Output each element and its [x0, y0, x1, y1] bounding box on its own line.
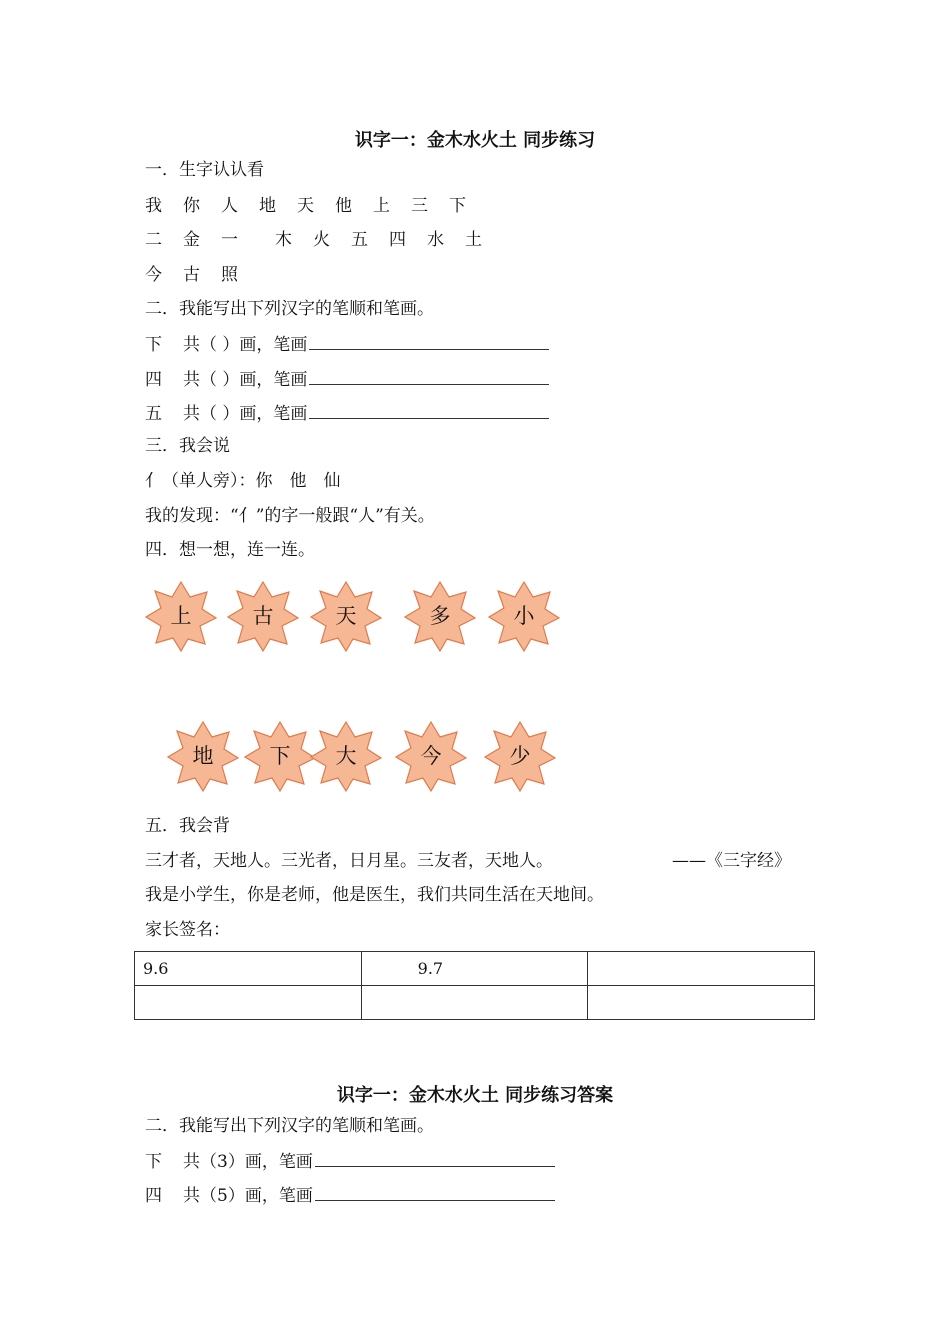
char: 一	[221, 230, 238, 250]
char: 地	[259, 196, 276, 216]
star-card[interactable]	[145, 580, 217, 652]
stroke-item	[145, 333, 549, 355]
char: 四	[389, 230, 406, 250]
char-row-1	[145, 196, 487, 216]
answer-item	[145, 1184, 555, 1206]
star-card[interactable]	[488, 580, 560, 652]
section4-heading: 四．想一想，连一连。	[145, 540, 315, 560]
char: 他	[335, 196, 352, 216]
star-label: 天	[335, 604, 357, 628]
table-cell[interactable]: 9.6	[135, 952, 362, 986]
table-cell[interactable]: 9.7	[361, 952, 588, 986]
section1-heading: 一．生字认认看	[145, 160, 264, 180]
section2-heading: 二．我能写出下列汉字的笔顺和笔画。	[145, 299, 434, 319]
table-cell[interactable]	[588, 986, 815, 1020]
verse-line: 三才者，天地人。三光者，日月星。三友者，天地人。	[145, 851, 553, 871]
stroke-text: 共（ ）画，笔画	[183, 370, 308, 390]
answer-blank[interactable]	[309, 333, 549, 350]
char: 三	[411, 196, 428, 216]
star-card[interactable]	[227, 580, 299, 652]
stroke-text: 共（ ）画，笔画	[183, 335, 308, 355]
radical-line: 亻（单人旁）：你 他 仙	[145, 471, 341, 491]
table-cell[interactable]	[361, 986, 588, 1020]
char: 天	[297, 196, 314, 216]
star-card[interactable]	[244, 720, 316, 792]
star-card[interactable]	[310, 720, 382, 792]
table-row	[135, 952, 815, 986]
star-label: 今	[420, 744, 442, 768]
char: 二	[145, 230, 162, 250]
char-row-2	[145, 230, 503, 250]
star-card[interactable]	[310, 580, 382, 652]
answer-blank[interactable]	[315, 1150, 555, 1167]
char: 今	[145, 265, 162, 285]
sentence-line: 我是小学生，你是老师，他是医生，我们共同生活在天地间。	[145, 885, 604, 905]
table-cell[interactable]	[135, 986, 362, 1020]
star-card[interactable]	[167, 720, 239, 792]
stroke-text: 共（ ）画，笔画	[183, 404, 308, 424]
char: 人	[221, 196, 238, 216]
top-star-row	[0, 580, 950, 660]
answers-title: 识字一：金木水火土 同步练习答案	[336, 1085, 614, 1106]
section3-heading: 三．我会说	[145, 436, 230, 456]
bottom-star-row	[0, 720, 950, 800]
stroke-char: 下	[145, 335, 162, 355]
star-label: 下	[269, 744, 291, 768]
star-card[interactable]	[404, 580, 476, 652]
char: 火	[313, 230, 330, 250]
char: 照	[221, 265, 238, 285]
char: 土	[465, 230, 482, 250]
star-label: 少	[509, 744, 531, 768]
char: 五	[351, 230, 368, 250]
answer-blank[interactable]	[315, 1184, 555, 1201]
answer-blank[interactable]	[309, 368, 549, 385]
table-cell[interactable]	[588, 952, 815, 986]
star-card[interactable]	[395, 720, 467, 792]
char-row-3	[145, 265, 259, 285]
star-label: 上	[170, 604, 192, 628]
parent-sign-label: 家长签名：	[145, 920, 230, 940]
page-title: 识字一：金木水火土 同步练习	[354, 130, 596, 151]
star-label: 多	[429, 604, 451, 628]
char: 上	[373, 196, 390, 216]
star-card[interactable]	[484, 720, 556, 792]
char: 木	[275, 230, 292, 250]
verse-source: ——《三字经》	[672, 851, 791, 871]
char: 水	[427, 230, 444, 250]
stroke-char: 四	[145, 1186, 162, 1206]
char: 古	[183, 265, 200, 285]
finding-line: 我的发现：“亻”的字一般跟“人”有关。	[145, 506, 435, 526]
signature-table	[134, 951, 815, 1020]
stroke-text: 共（5）画，笔画	[183, 1186, 313, 1206]
answer-blank[interactable]	[309, 402, 549, 419]
star-label: 地	[192, 744, 214, 768]
char: 金	[183, 230, 200, 250]
stroke-item	[145, 402, 549, 424]
stroke-char: 四	[145, 370, 162, 390]
stroke-char: 下	[145, 1152, 162, 1172]
star-label: 古	[252, 604, 274, 628]
section5-heading: 五．我会背	[145, 816, 230, 836]
star-label: 小	[513, 604, 535, 628]
char: 下	[449, 196, 466, 216]
answers-heading: 二．我能写出下列汉字的笔顺和笔画。	[145, 1116, 434, 1136]
char: 我	[145, 196, 162, 216]
stroke-text: 共（3）画，笔画	[183, 1152, 313, 1172]
char: 你	[183, 196, 200, 216]
stroke-char: 五	[145, 404, 162, 424]
table-row	[135, 986, 815, 1020]
answer-item	[145, 1150, 555, 1172]
star-label: 大	[335, 744, 357, 768]
stroke-item	[145, 368, 549, 390]
